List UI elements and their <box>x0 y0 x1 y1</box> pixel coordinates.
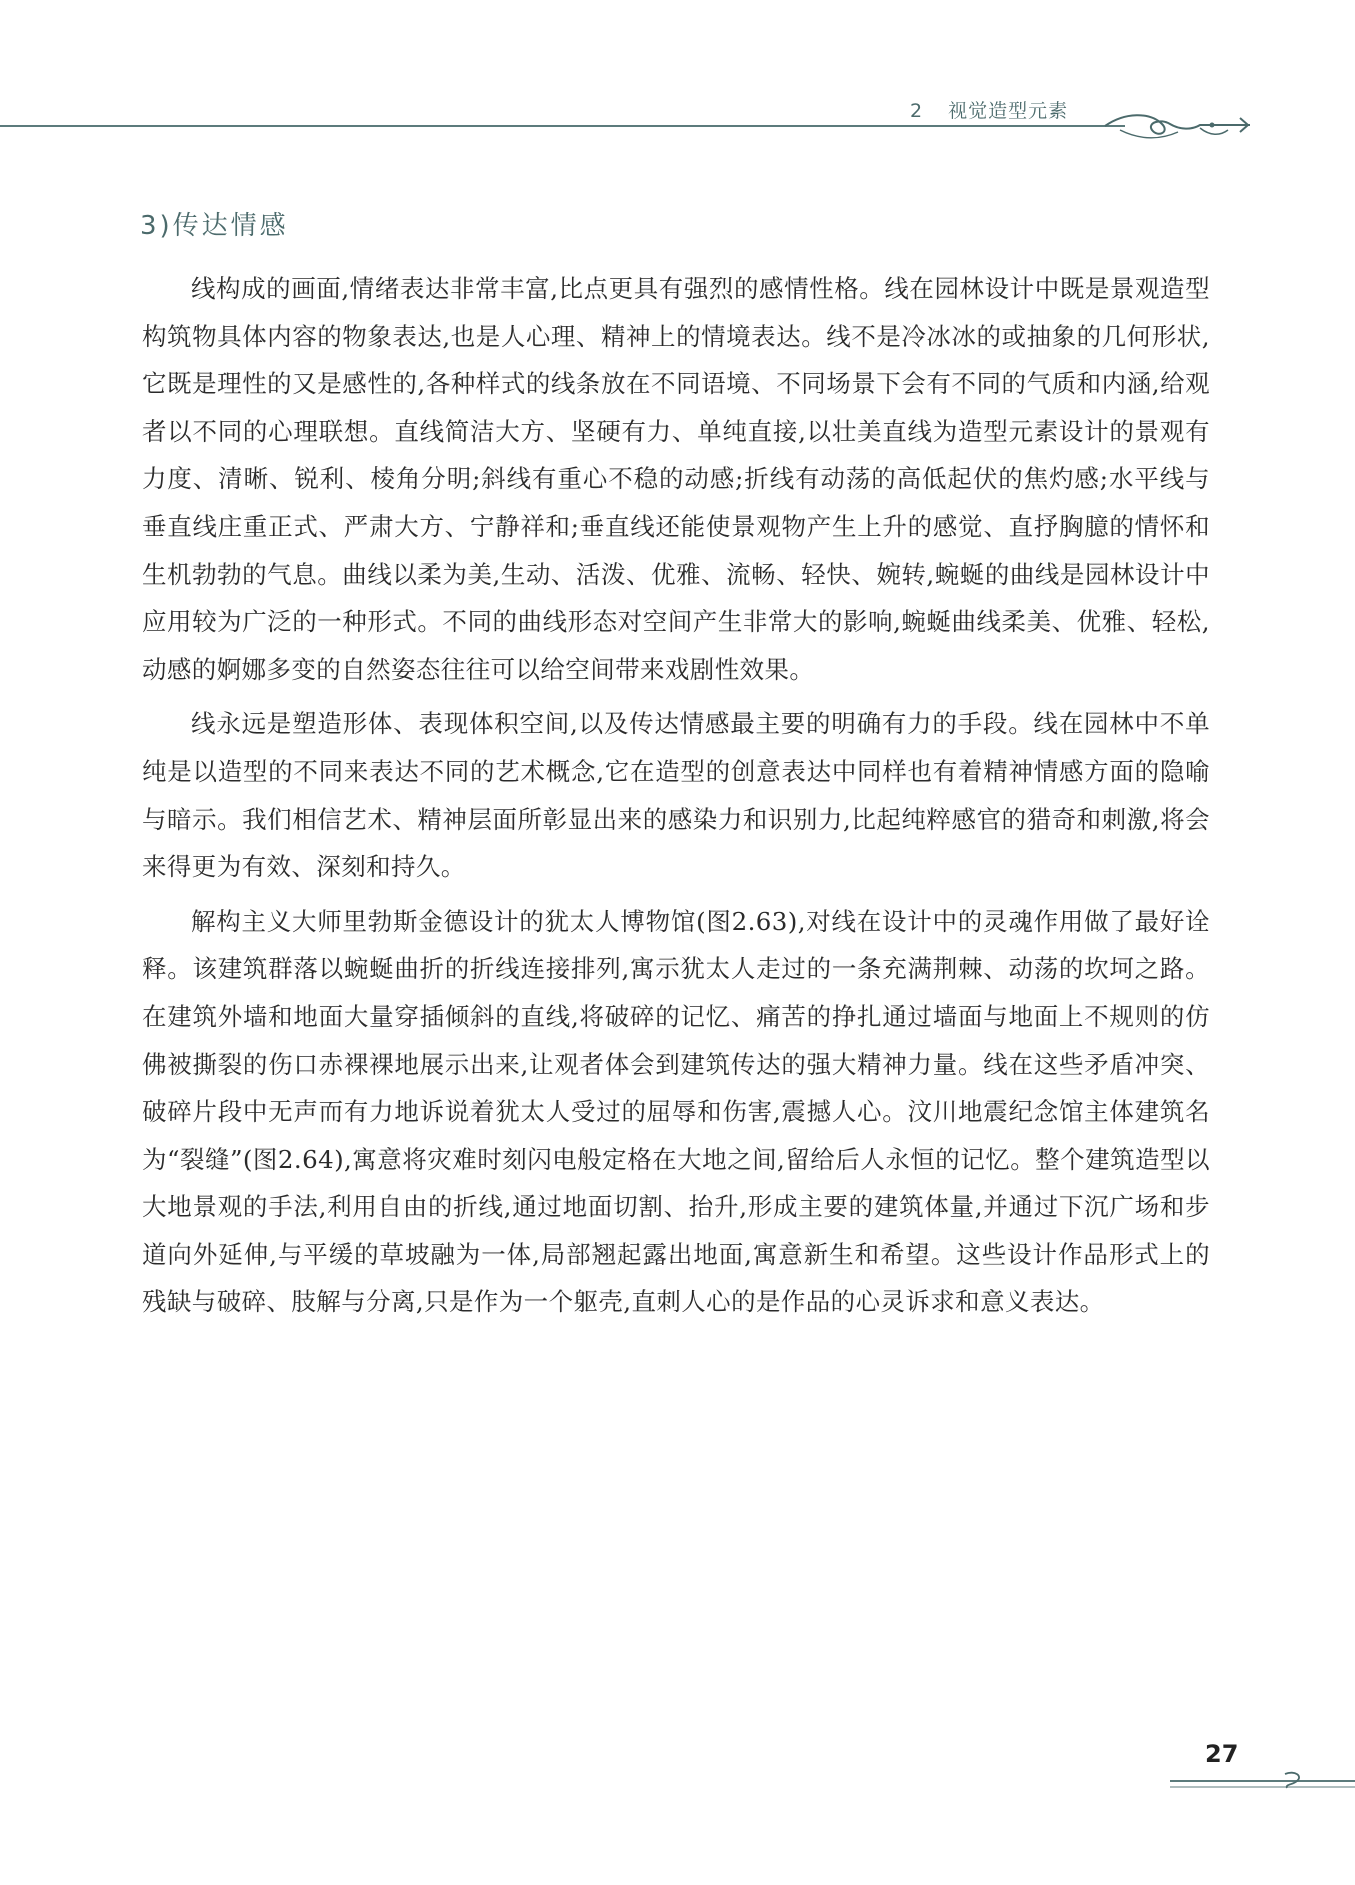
body-text <box>142 265 1210 1333</box>
header-rule <box>0 125 1125 127</box>
paragraph: 线构成的画面,情绪表达非常丰富,比点更具有强烈的感情性格。线在园林设计中既是景观造型构筑物具体内容的物象表达,也是人心理、精神上的情境表达。线不是冷冰冰的或抽象的几何形状,它既是理性的又是感性的,各种样式的线条放在不同语境、不同场景下会有不同的气质和内涵,给观者以不同的心理联想。直线简洁大方、坚硬有力、单纯直接,以壮美直线为造型元素设计的景观有力度、清晰、锐利、棱角分明;斜线有重心不稳的动感;折线有动荡的高低起伏的焦灼感;水平线与垂直线庄重正式、严肃大方、宁静祥和;垂直线还能使景观物产生上升的感觉、直抒胸臆的情怀和生机勃勃的气息。曲线以柔为美,生动、活泼、优雅、流畅、轻快、婉转,蜿蜒的曲线是园林设计中应用较为广泛的一种形式。不同的曲线形态对空间产生非常大的影响,蜿蜒曲线柔美、优雅、轻松,动感的婀娜多变的自然姿态往往可以给空间带来戏剧性效果。 <box>142 274 1210 684</box>
running-header <box>910 96 1068 123</box>
section-heading: 3)传达情感 <box>140 211 289 241</box>
header-ornament-icon <box>1100 106 1270 146</box>
paragraph: 线永远是塑造形体、表现体积空间,以及传达情感最主要的明确有力的手段。线在园林中不单纯是以造型的不同来表达不同的艺术概念,它在造型的创意表达中同样也有着精神情感方面的隐喻与暗示。我们相信艺术、精神层面所彰显出来的感染力和识别力,比起纯粹感官的猎奇和刺激,将会来得更为有效、深刻和持久。 <box>142 709 1210 882</box>
chapter-number: 2 <box>910 100 924 122</box>
footer-ornament-icon <box>1165 1768 1355 1798</box>
paragraph: 解构主义大师里勃斯金德设计的犹太人博物馆(图2.63),对线在设计中的灵魂作用做了最好诠释。该建筑群落以蜿蜒曲折的折线连接排列,寓示犹太人走过的一条充满荆棘、动荡的坎坷之路。在建筑外墙和地面大量穿插倾斜的直线,将破碎的记忆、痛苦的挣扎通过墙面与地面上不规则的仿佛被撕裂的伤口赤裸裸地展示出来,让观者体会到建筑传达的强大精神力量。线在这些矛盾冲突、破碎片段中无声而有力地诉说着犹太人受过的屈辱和伤害,震撼人心。汶川地震纪念馆主体建筑名为“裂缝”(图2.64),寓意将灾难时刻闪电般定格在大地之间,留给后人永恒的记忆。整个建筑造型以大地景观的手法,利用自由的折线,通过地面切割、抬升,形成主要的建筑体量,并通过下沉广场和步道向外延伸,与平缓的草坡融为一体,局部翘起露出地面,寓意新生和希望。这些设计作品形式上的残缺与破碎、肢解与分离,只是作为一个躯壳,直刺人心的是作品的心灵诉求和意义表达。 <box>142 906 1210 1317</box>
page-number: 27 <box>1205 1740 1239 1768</box>
chapter-title: 视觉造型元素 <box>948 100 1069 122</box>
